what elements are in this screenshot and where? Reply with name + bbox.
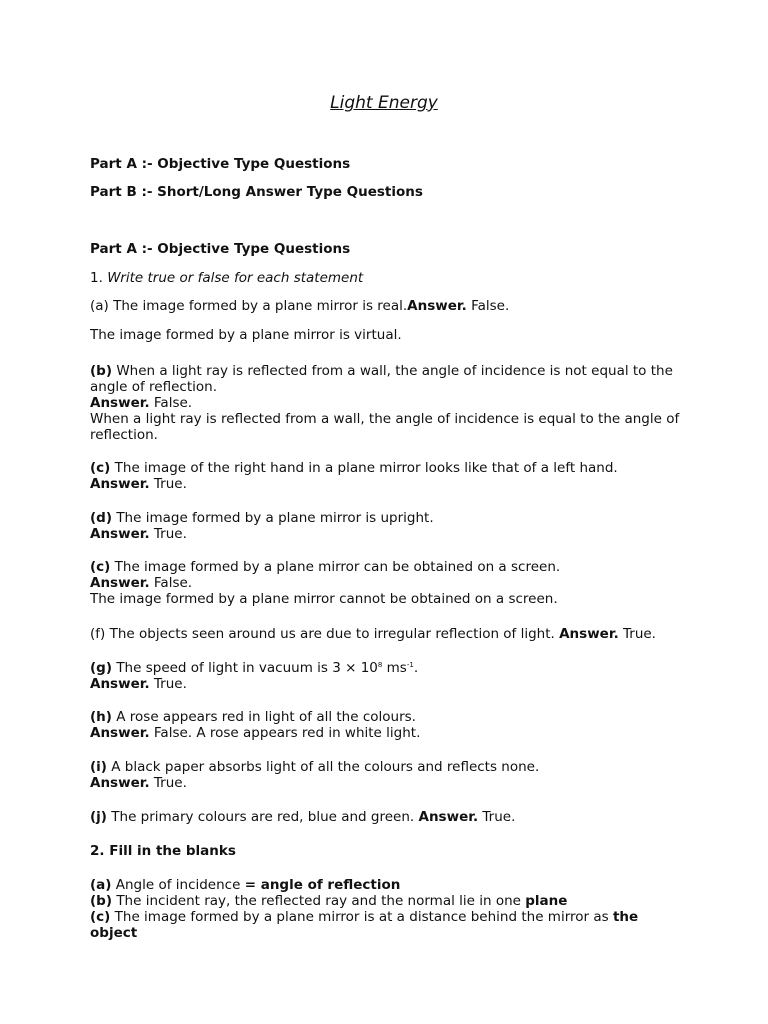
item-statement: A rose appears red in light of all the colours. bbox=[116, 709, 416, 725]
q1-number: 1. bbox=[90, 270, 103, 286]
toc-part-a: Part A :- Objective Type Questions bbox=[90, 156, 351, 172]
item-explanation: When a light ray is reflected from a wall, the angle of incidence is equal to the angle of reflection. bbox=[90, 411, 680, 443]
item-text: Angle of incidence bbox=[115, 877, 245, 893]
item-blank: the object bbox=[90, 909, 639, 941]
answer-label: Answer. bbox=[90, 575, 150, 591]
q1-instruction-text: Write true or false for each statement bbox=[107, 270, 364, 286]
item-statement: The primary colours are red, blue and green. bbox=[111, 809, 415, 825]
answer-label: Answer. bbox=[90, 476, 150, 492]
item-label: (f) bbox=[90, 626, 106, 642]
item-answer: False. bbox=[153, 575, 193, 591]
item-answer: True. bbox=[623, 626, 656, 642]
item-answer: False. bbox=[153, 395, 193, 411]
item-label: (b) bbox=[90, 893, 113, 909]
item-answer: False. A rose appears red in white light. bbox=[153, 725, 421, 741]
item-statement: The image formed by a plane mirror can be obtained on a screen. bbox=[114, 559, 561, 575]
answer-label: Answer. bbox=[90, 775, 150, 791]
q1-item-d bbox=[90, 510, 680, 542]
document-title: Light Energy bbox=[330, 93, 438, 113]
item-answer: True. bbox=[153, 476, 187, 492]
item-statement: When a light ray is reflected from a wall, the angle of incidence is not equal to the angle of reflection. bbox=[90, 363, 673, 395]
q2-item-b bbox=[90, 893, 680, 909]
item-blank: = angle of reflection bbox=[244, 877, 401, 893]
item-label: (i) bbox=[90, 759, 107, 775]
section-heading: Part A :- Objective Type Questions bbox=[90, 241, 351, 257]
item-label: (b) bbox=[90, 363, 113, 379]
q1-item-f bbox=[90, 626, 680, 642]
item-explanation: The image formed by a plane mirror cannot be obtained on a screen. bbox=[90, 591, 558, 607]
answer-label: Answer. bbox=[90, 395, 150, 411]
q1-item-a bbox=[90, 298, 680, 314]
item-label: (d) bbox=[90, 510, 113, 526]
q1-item-i bbox=[90, 759, 680, 791]
item-text: The incident ray, the reflected ray and the normal lie in one bbox=[116, 893, 526, 909]
answer-label: Answer. bbox=[90, 676, 150, 692]
answer-label: Answer. bbox=[418, 809, 479, 825]
q1-item-g bbox=[90, 660, 680, 692]
item-label: (a) bbox=[90, 298, 109, 314]
q2-items bbox=[90, 877, 680, 941]
q2-item-a bbox=[90, 877, 680, 893]
q1-item-b bbox=[90, 363, 680, 443]
item-statement: A black paper absorbs light of all the colours and reflects none. bbox=[111, 759, 540, 775]
toc-part-b: Part B :- Short/Long Answer Type Questions bbox=[90, 184, 423, 200]
item-label: (h) bbox=[90, 709, 112, 725]
item-answer: False. bbox=[471, 298, 510, 314]
q1-item-c bbox=[90, 460, 680, 492]
item-statement: The objects seen around us are due to irregular reflection of light. bbox=[109, 626, 555, 642]
q1-item-a-explanation: The image formed by a plane mirror is virtual. bbox=[90, 327, 402, 343]
item-label: (g) bbox=[90, 660, 113, 676]
item-answer: True. bbox=[153, 676, 187, 692]
item-statement: The image of the right hand in a plane mirror looks like that of a left hand. bbox=[114, 460, 618, 476]
q2-heading: 2. Fill in the blanks bbox=[90, 843, 236, 859]
q2-item-c bbox=[90, 909, 680, 941]
q1-item-j bbox=[90, 809, 680, 825]
item-label: (c) bbox=[90, 460, 111, 476]
item-label: (j) bbox=[90, 809, 107, 825]
item-text: The image formed by a plane mirror is at a distance behind the mirror as bbox=[114, 909, 613, 925]
item-blank: plane bbox=[525, 893, 568, 909]
answer-label: Answer. bbox=[407, 298, 467, 314]
item-answer: True. bbox=[153, 526, 187, 542]
answer-label: Answer. bbox=[90, 725, 150, 741]
item-statement: The image formed by a plane mirror is real. bbox=[113, 298, 408, 314]
item-label: (a) bbox=[90, 877, 112, 893]
q1-item-e bbox=[90, 559, 680, 607]
answer-label: Answer. bbox=[90, 526, 150, 542]
q1-instruction bbox=[90, 270, 680, 286]
item-answer: True. bbox=[482, 809, 516, 825]
answer-label: Answer. bbox=[559, 626, 619, 642]
item-label: (c) bbox=[90, 559, 111, 575]
item-answer: True. bbox=[153, 775, 187, 791]
item-statement: The speed of light in vacuum is $3 \times 10^8$ $ms^{-1}$. bbox=[116, 660, 419, 676]
item-statement: The image formed by a plane mirror is upright. bbox=[116, 510, 434, 526]
q1-item-h bbox=[90, 709, 680, 741]
item-label: (c) bbox=[90, 909, 111, 925]
